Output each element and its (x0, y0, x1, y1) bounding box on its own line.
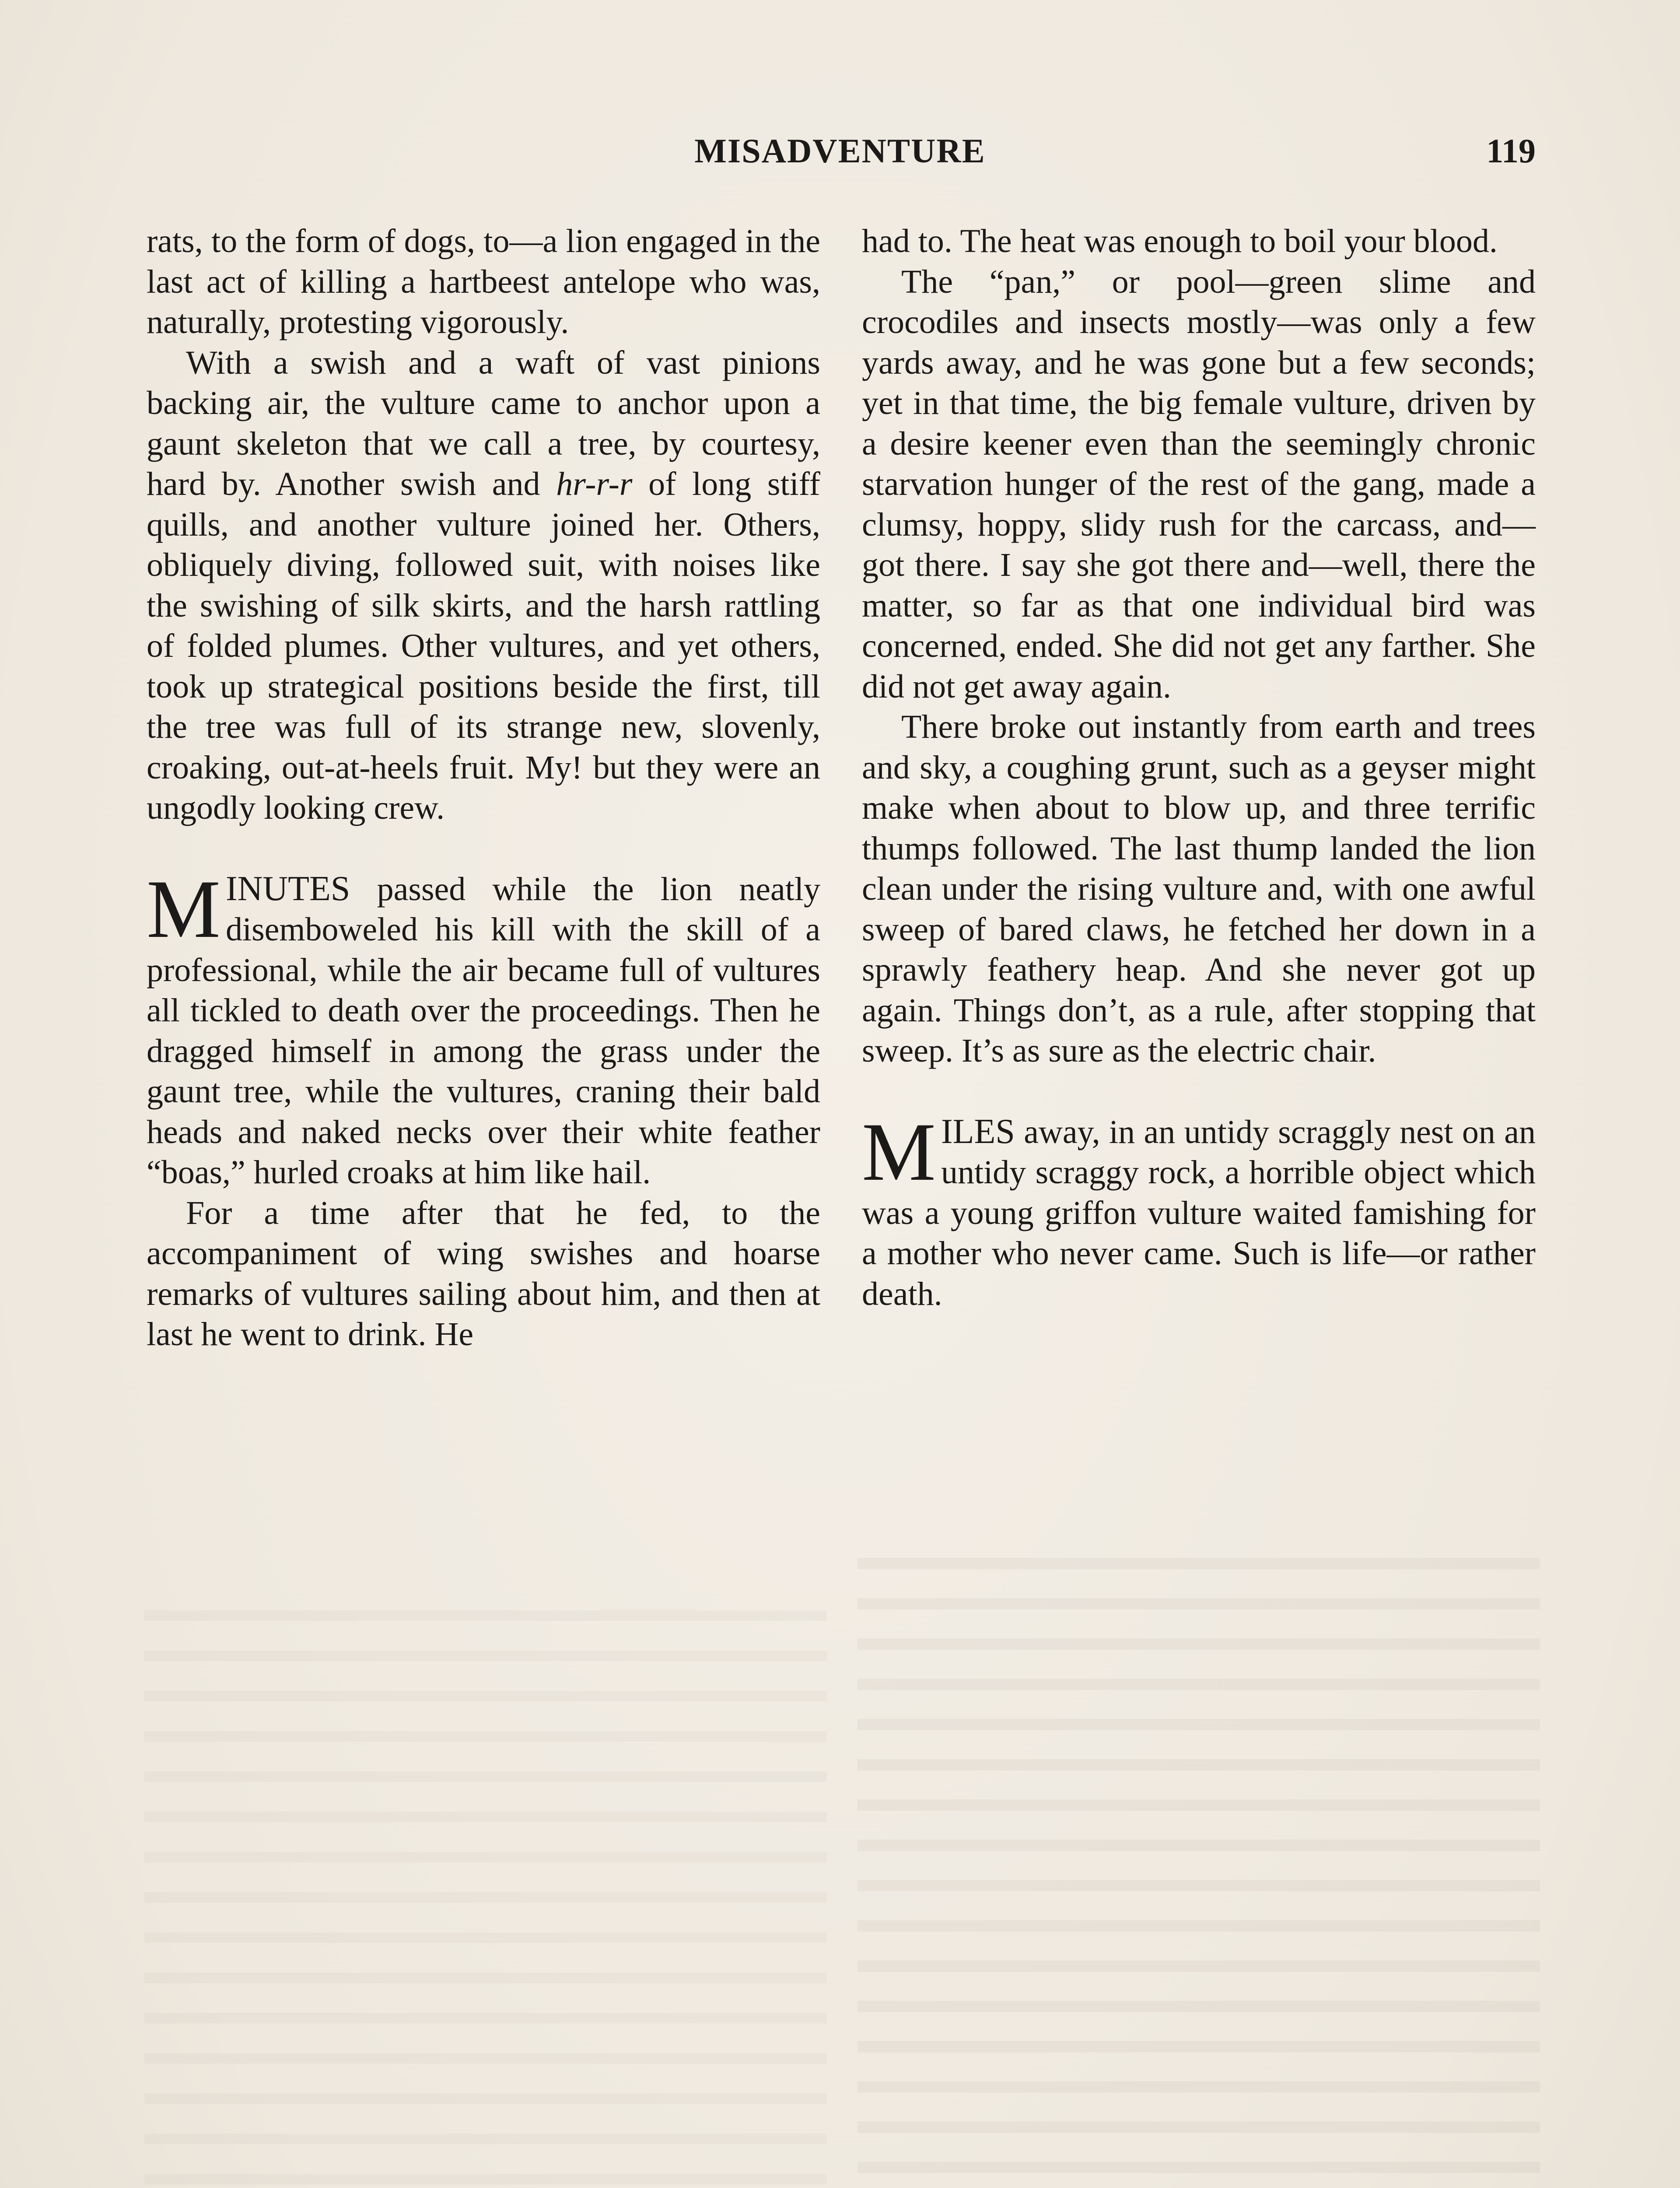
page-number: 119 (1486, 132, 1536, 170)
page-header (144, 131, 1536, 179)
right-column (862, 221, 1536, 1314)
bleed-through-left (144, 1610, 827, 2188)
left-p3-text: passed while the lion neatly disemboweled his kill with the skill of a professional, while the air became full of vultures all tickled to death over the proceedings. Then he dragged himself in among the grass under the gaunt tree, while the vultures, craning their bald heads and naked necks over their white feather “boas,” hurled croaks at him like hail. (147, 870, 820, 1191)
right-paragraph-1: had to. The heat was enough to boil your blood. (862, 223, 1498, 259)
right-paragraph-2: The “pan,” or pool—green slime and crocodiles and insects mostly—was only a few yards away, and he was gone but a few seconds; yet in that time, the big female vulture, driven by a desire keener even than the seemingly chronic starvation hunger of the rest of the gang, made a clumsy, hoppy, slidy rush for the carcass, and—got there. I say she got there and—well, there the matter, so far as that one individual bird was concerned, ended. She did not get any farther. She did not get away again. (862, 263, 1536, 705)
right-paragraph-4 (862, 1106, 1536, 1315)
left-p2-italic: hr-r-r (556, 466, 633, 502)
bleed-through-right (858, 1558, 1540, 2188)
small-caps-lead: ILES (941, 1112, 1015, 1151)
left-paragraph-3 (147, 863, 820, 1193)
drop-cap: M (862, 1106, 936, 1198)
left-paragraph-1: rats, to the form of dogs, to—a lion engaged in the last act of killing a hartbeest antelope who was, naturally, protesting vigorously. (147, 223, 820, 340)
left-p2-text-b: of long stiff quills, and another vulture joined her. Others, obliquely diving, followed suit, with noises like the swishing of silk skirts, and the harsh rattling of folded plumes. Other vultures, and yet others, took up strategical positions beside the first, till the tree was full of its strange new, slovenly, croaking, out-at-heels fruit. My! but they were an ungodly looking crew. (147, 466, 820, 826)
running-title: MISADVENTURE (694, 132, 986, 170)
left-p2-text-a: With a swish and a waft of vast pinions backing air, the vulture came to anchor upon a gaunt skeleton that we call a tree, by courtesy, hard by. Another swish and (147, 344, 820, 502)
left-paragraph-4: For a time after that he fed, to the accompaniment of wing swishes and hoarse remarks of vultures sailing about him, and then at last he went to drink. He (147, 1194, 820, 1353)
left-column (147, 221, 820, 1355)
right-paragraph-3: There broke out instantly from earth and trees and sky, a coughing grunt, such as a geyser might make when about to blow up, and three terrific thumps followed. The last thump landed the lion clean under the rising vulture and, with one awful sweep of bared claws, he fetched her down in a sprawly feathery heap. And she never got up again. Things don’t, as a rule, after stopping that sweep. It’s as sure as the electric chair. (862, 708, 1536, 1069)
drop-cap: M (147, 863, 220, 955)
small-caps-lead: INUTES (225, 869, 350, 908)
right-p4-text: away, in an untidy scraggly nest on an untidy scraggy rock, a horrible object which was a young griffon vulture waited famishing for a mother who never came. Such is life—or rather death. (862, 1113, 1536, 1312)
left-paragraph-2 (147, 343, 820, 828)
